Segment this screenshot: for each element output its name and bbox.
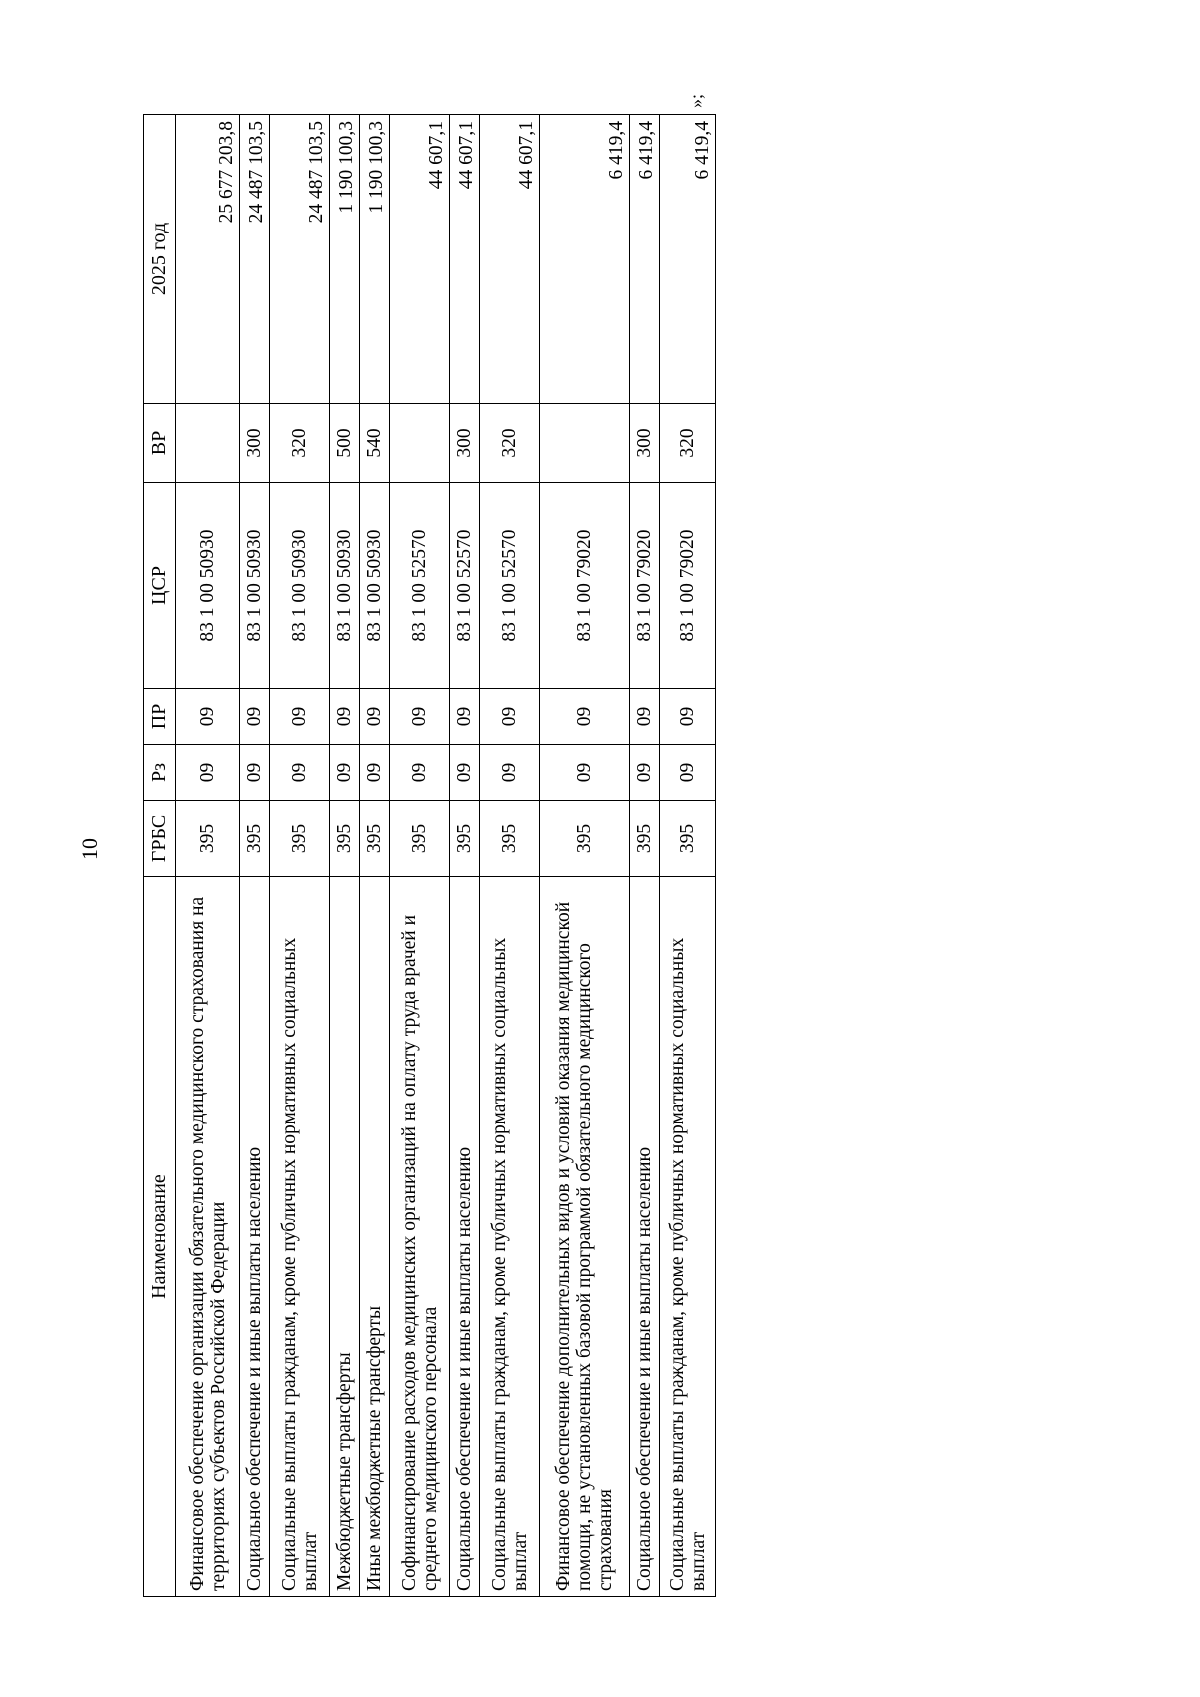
row-grbs: 395 xyxy=(390,801,450,877)
row-grbs: 395 xyxy=(630,801,660,877)
row-amount: 24 487 103,5 xyxy=(270,115,330,404)
row-grbs: 395 xyxy=(330,801,360,877)
row-csr: 83 1 00 52570 xyxy=(390,483,450,689)
row-csr: 83 1 00 50930 xyxy=(330,483,360,689)
header-row xyxy=(144,115,176,1597)
header-pr: ПР xyxy=(144,689,176,745)
row-pr: 09 xyxy=(360,689,390,745)
row-pr: 09 xyxy=(240,689,270,745)
header-csr: ЦСР xyxy=(144,483,176,689)
row-name: Социальные выплаты гражданам, кроме публичных нормативных социальных выплат xyxy=(660,877,716,1597)
header-vr: ВР xyxy=(144,404,176,483)
row-name: Социальное обеспечение и иные выплаты населению xyxy=(630,877,660,1597)
row-grbs: 395 xyxy=(540,801,630,877)
row-amount: 24 487 103,5 xyxy=(240,115,270,404)
row-name: Социальное обеспечение и иные выплаты населению xyxy=(240,877,270,1597)
table-row xyxy=(450,115,480,1597)
row-amount: 1 190 100,3 xyxy=(360,115,390,404)
table-row xyxy=(540,115,630,1597)
row-rz: 09 xyxy=(540,745,630,801)
row-vr: 300 xyxy=(630,404,660,483)
row-rz: 09 xyxy=(660,745,716,801)
row-csr: 83 1 00 50930 xyxy=(360,483,390,689)
table-row xyxy=(270,115,330,1597)
table-row xyxy=(630,115,660,1597)
row-vr: 320 xyxy=(270,404,330,483)
row-rz: 09 xyxy=(390,745,450,801)
row-rz: 09 xyxy=(360,745,390,801)
row-vr xyxy=(176,404,240,483)
row-amount: 6 419,4 xyxy=(630,115,660,404)
row-grbs: 395 xyxy=(480,801,540,877)
row-name: Межбюджетные трансферты xyxy=(330,877,360,1597)
row-pr: 09 xyxy=(450,689,480,745)
row-pr: 09 xyxy=(176,689,240,745)
rotated-table-container xyxy=(143,115,713,1597)
row-pr: 09 xyxy=(480,689,540,745)
page-number: 10 xyxy=(77,838,102,860)
row-vr: 300 xyxy=(450,404,480,483)
row-grbs: 395 xyxy=(660,801,716,877)
row-rz: 09 xyxy=(450,745,480,801)
table-row xyxy=(360,115,390,1597)
table-header xyxy=(144,115,176,1597)
row-name: Финансовое обеспечение организации обязательного медицинского страхования на территориях субъектов Российской Федерации xyxy=(176,877,240,1597)
row-csr: 83 1 00 79020 xyxy=(630,483,660,689)
row-name: Социальные выплаты гражданам, кроме публичных нормативных социальных выплат xyxy=(480,877,540,1597)
header-year: 2025 год xyxy=(144,115,176,404)
row-rz: 09 xyxy=(630,745,660,801)
row-amount: 44 607,1 xyxy=(480,115,540,404)
header-rz: Рз xyxy=(144,745,176,801)
table-row xyxy=(176,115,240,1597)
row-amount: 1 190 100,3 xyxy=(330,115,360,404)
row-csr: 83 1 00 50930 xyxy=(270,483,330,689)
row-pr: 09 xyxy=(330,689,360,745)
row-rz: 09 xyxy=(480,745,540,801)
row-name: Финансовое обеспечение дополнительных видов и условий оказания медицинской помощи, не установленных базовой программой обязательного медицинского страхования xyxy=(540,877,630,1597)
row-amount: 44 607,1 xyxy=(390,115,450,404)
row-csr: 83 1 00 52570 xyxy=(450,483,480,689)
table-row xyxy=(240,115,270,1597)
row-csr: 83 1 00 52570 xyxy=(480,483,540,689)
row-rz: 09 xyxy=(330,745,360,801)
row-grbs: 395 xyxy=(240,801,270,877)
row-amount: 25 677 203,8 xyxy=(176,115,240,404)
header-name: Наименование xyxy=(144,877,176,1597)
row-pr: 09 xyxy=(660,689,716,745)
row-name: Социальные выплаты гражданам, кроме публичных нормативных социальных выплат xyxy=(270,877,330,1597)
row-amount: 6 419,4 xyxy=(540,115,630,404)
row-grbs: 395 xyxy=(450,801,480,877)
row-vr: 320 xyxy=(660,404,716,483)
row-rz: 09 xyxy=(176,745,240,801)
row-rz: 09 xyxy=(270,745,330,801)
budget-table xyxy=(143,114,716,1597)
table-row xyxy=(390,115,450,1597)
row-csr: 83 1 00 79020 xyxy=(540,483,630,689)
table-body xyxy=(176,115,716,1597)
row-vr xyxy=(390,404,450,483)
row-vr xyxy=(540,404,630,483)
row-pr: 09 xyxy=(390,689,450,745)
row-name: Иные межбюджетные трансферты xyxy=(360,877,390,1597)
row-pr: 09 xyxy=(270,689,330,745)
row-vr: 500 xyxy=(330,404,360,483)
row-rz: 09 xyxy=(240,745,270,801)
row-vr: 300 xyxy=(240,404,270,483)
row-csr: 83 1 00 50930 xyxy=(176,483,240,689)
row-grbs: 395 xyxy=(360,801,390,877)
row-name: Софинансирование расходов медицинских организаций на оплату труда врачей и среднего медицинского персонала xyxy=(390,877,450,1597)
header-grbs: ГРБС xyxy=(144,801,176,877)
closing-quote-mark: »; xyxy=(686,94,706,109)
row-grbs: 395 xyxy=(176,801,240,877)
row-grbs: 395 xyxy=(270,801,330,877)
row-pr: 09 xyxy=(630,689,660,745)
row-pr: 09 xyxy=(540,689,630,745)
row-amount: 6 419,4 xyxy=(660,115,716,404)
table-row xyxy=(660,115,716,1597)
row-csr: 83 1 00 79020 xyxy=(660,483,716,689)
table-row xyxy=(330,115,360,1597)
row-name: Социальное обеспечение и иные выплаты населению xyxy=(450,877,480,1597)
row-amount: 44 607,1 xyxy=(450,115,480,404)
table-row xyxy=(480,115,540,1597)
row-vr: 320 xyxy=(480,404,540,483)
row-csr: 83 1 00 50930 xyxy=(240,483,270,689)
row-vr: 540 xyxy=(360,404,390,483)
